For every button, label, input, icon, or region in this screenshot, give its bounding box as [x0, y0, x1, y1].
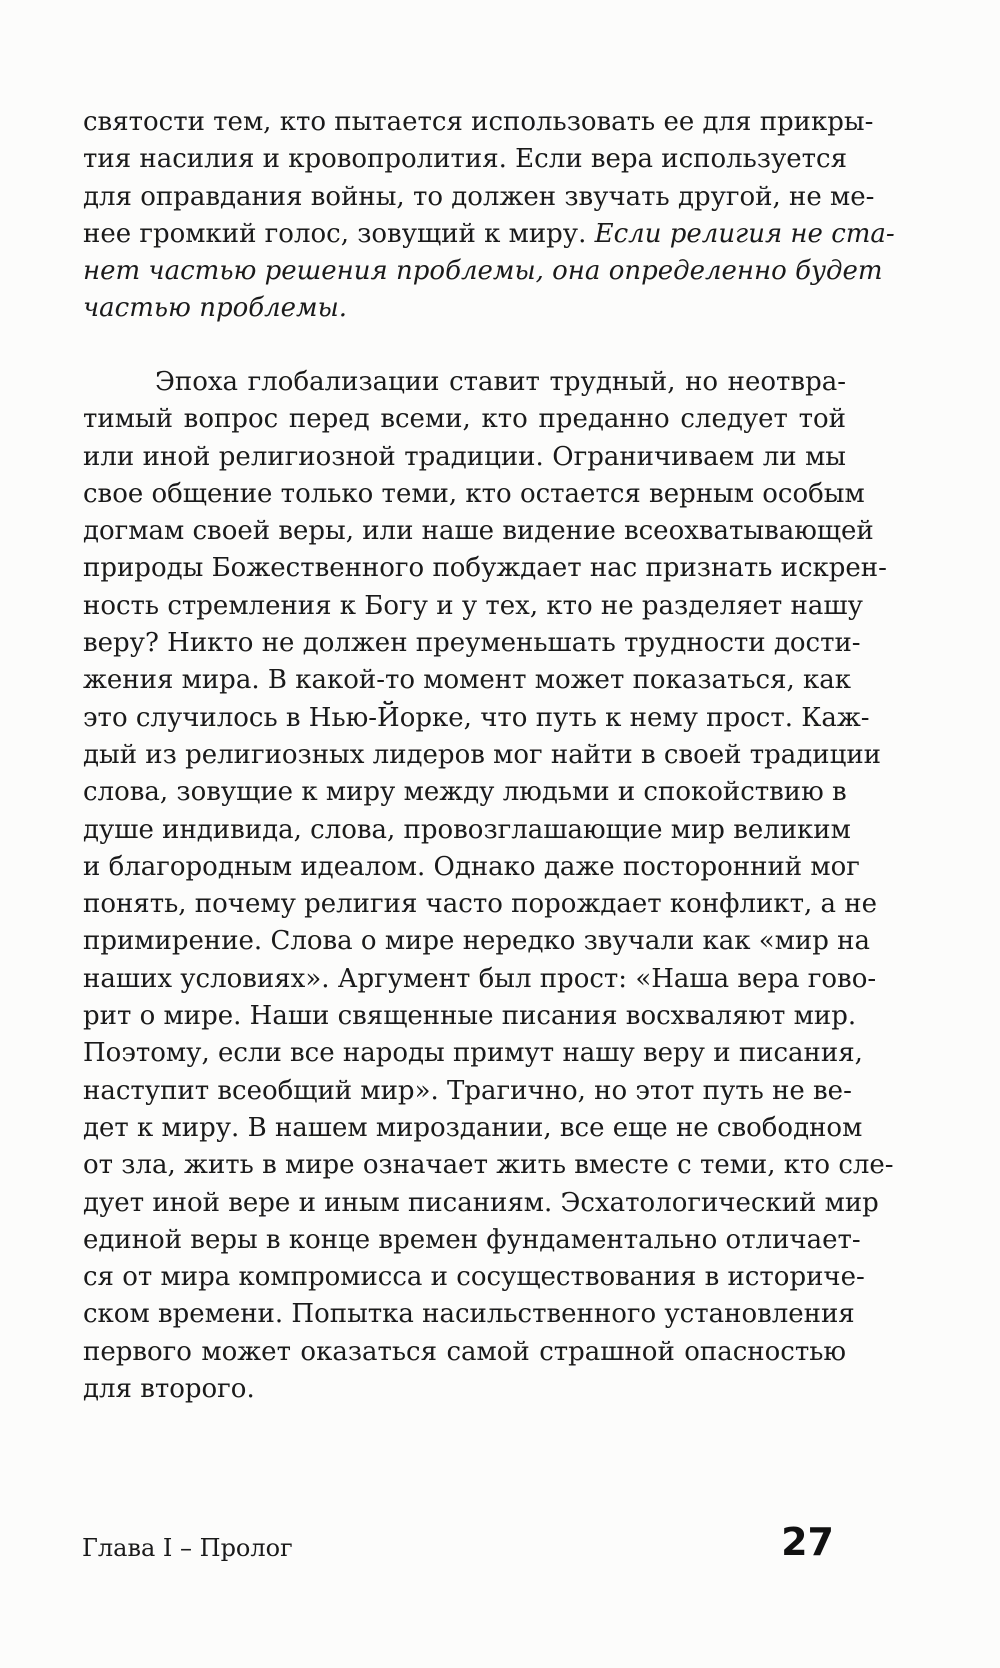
- line-text: нее громкий голос, зовущий к миру.: [83, 218, 595, 249]
- paragraph-2: [83, 364, 894, 1408]
- paragraph-line: Поэтому, если все народы примут нашу веру и писания,: [83, 1038, 863, 1069]
- paragraph-line: ся от мира компромисса и сосуществования в историче-: [83, 1262, 865, 1293]
- paragraph-line: [83, 141, 846, 178]
- paragraph-line: дый из религиозных лидеров мог найти в своей традиции: [83, 739, 882, 770]
- paragraph-line: [83, 216, 895, 253]
- paragraph-line: первого может оказаться самой страшной опасностью: [83, 1336, 846, 1367]
- paragraph-line: Эпоха глобализации ставит трудный, но неотвра-: [155, 367, 846, 397]
- paragraph-line: слова, зовущие к миру между людьми и спокойствию в: [83, 777, 847, 808]
- paragraph-line: [83, 179, 875, 216]
- paragraph-line: тимый вопрос перед всеми, кто преданно следует той: [83, 404, 846, 435]
- italic-text: нет частью решения проблемы, она определенно будет: [83, 256, 883, 287]
- paragraph-line: понять, почему религия часто порождает конфликт, а не: [83, 889, 877, 920]
- paragraph-line: или иной религиозной традиции. Ограничиваем ли мы: [83, 441, 846, 472]
- paragraph-line: веру? Никто не должен преуменьшать трудности дости-: [83, 628, 861, 659]
- page-number: 27: [781, 1520, 834, 1564]
- paragraph-line: дет к миру. В нашем мироздании, все еще не свободном: [83, 1112, 863, 1143]
- paragraph-line: душе индивида, слова, провозглашающие мир великим: [83, 814, 851, 845]
- paragraph-1: [83, 104, 895, 328]
- paragraph-line: природы Божественного побуждает нас признать искрен-: [83, 553, 887, 584]
- italic-text: Если религия не ста-: [594, 218, 895, 249]
- line-text: святости тем, кто пытается использовать ее для прикры-: [83, 107, 874, 137]
- paragraph-line: [83, 290, 846, 327]
- paragraph-line: дует иной вере и иным писаниям. Эсхатологический мир: [83, 1187, 879, 1218]
- line-text: тия насилия и кровопролития. Если вера используется: [83, 144, 848, 175]
- running-footer-chapter: Глава I – Пролог: [82, 1534, 293, 1562]
- paragraph-line: от зла, жить в мире означает жить вместе с теми, кто сле-: [83, 1150, 894, 1181]
- paragraph-line: единой веры в конце времен фундаментально отличает-: [83, 1224, 861, 1255]
- line-text: для оправдания войны, то должен звучать другой, не ме-: [83, 181, 875, 212]
- paragraph-line: ность стремления к Богу и у тех, кто не разделяет нашу: [83, 590, 863, 621]
- paragraph-line: [83, 104, 874, 141]
- paragraph-line: наступит всеобщий мир». Трагично, но этот путь не ве-: [83, 1075, 852, 1106]
- paragraph-line: рит о мире. Наши священные писания восхваляют мир.: [83, 1001, 857, 1032]
- paragraph-line: [83, 253, 883, 290]
- paragraph-line: догмам своей веры, или наше видение всеохватывающей: [83, 516, 874, 547]
- paragraph-line: ском времени. Попытка насильственного установления: [83, 1299, 855, 1330]
- paragraph-line: примирение. Слова о мире нередко звучали как «мир на: [83, 926, 870, 957]
- paragraph-line: это случилось в Нью-Йорке, что путь к нему прост. Каж-: [83, 702, 870, 733]
- paragraph-line: жения мира. В какой-то момент может показаться, как: [83, 665, 852, 696]
- paragraph-line: для второго.: [83, 1374, 255, 1405]
- paragraph-line: свое общение только теми, кто остается верным особым: [83, 478, 865, 509]
- paragraph-line: наших условиях». Аргумент был прост: «Наша вера гово-: [83, 963, 877, 994]
- paragraph-line: и благородным идеалом. Однако даже посторонний мог: [83, 851, 860, 882]
- italic-text: частью проблемы.: [83, 293, 348, 324]
